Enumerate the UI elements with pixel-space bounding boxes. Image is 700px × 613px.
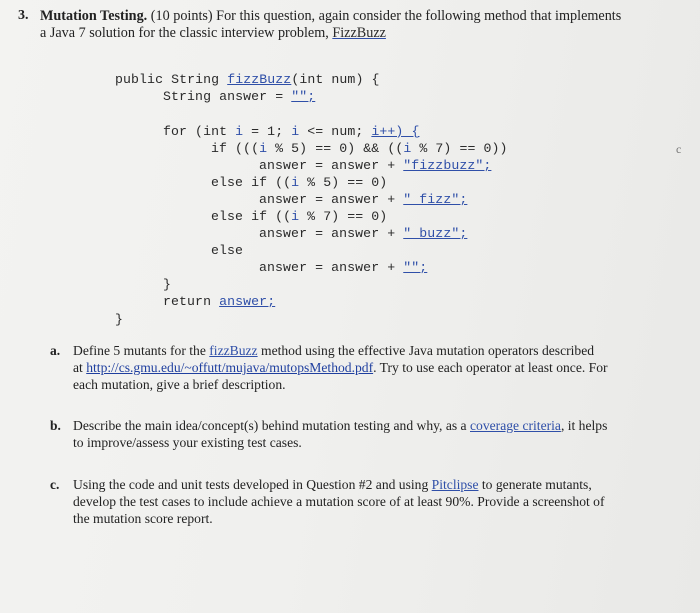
code-line-decl <box>163 89 315 104</box>
code-token: answer = answer + <box>259 158 404 173</box>
question-line-2 <box>40 25 386 42</box>
code-line-else: else <box>211 243 244 258</box>
code-token: % 7) == 0)) <box>411 141 508 156</box>
code-line-ans4 <box>259 260 427 275</box>
code-token: if ((( <box>211 141 260 156</box>
code-handwritten: i <box>291 209 300 224</box>
code-line-close-for: } <box>163 277 172 292</box>
part-a-line-2 <box>73 359 608 376</box>
part-c-label: c. <box>50 477 60 492</box>
part-b-label: b. <box>50 418 61 433</box>
code-handwritten: i <box>291 124 300 139</box>
code-handwritten: "fizzbuzz"; <box>403 158 492 173</box>
part-c-text: Using the code and unit tests developed in Question #2 and using <box>73 477 432 492</box>
code-handwritten: answer; <box>219 294 276 309</box>
part-c-line-3: the mutation score report. <box>73 511 213 526</box>
part-c-text: to generate mutants, <box>478 477 592 492</box>
code-line-signature <box>115 72 379 87</box>
part-b-text: Describe the main idea/concept(s) behind mutation testing and why, as a <box>73 418 470 433</box>
part-a-line-1 <box>73 342 594 359</box>
code-handwritten: i <box>291 175 300 190</box>
code-token: public String <box>115 72 228 87</box>
code-line-close-method: } <box>115 312 124 327</box>
part-c-line-2: develop the test cases to include achieve a mutation score of at least 90%. Provide a screenshot of <box>73 494 605 509</box>
mutation-operators-link[interactable]: http://cs.gmu.edu/~offutt/mujava/mutopsMethod.pdf <box>86 360 374 375</box>
code-handwritten: ""; <box>291 89 316 104</box>
coverage-criteria-term: coverage criteria <box>470 418 561 433</box>
code-token: else if (( <box>211 175 292 190</box>
code-handwritten: i++) { <box>371 124 420 139</box>
question-intro: (10 points) For this question, again consider the following method that implements <box>147 8 622 24</box>
code-token: % 5) == 0) <box>299 175 388 190</box>
code-handwritten: i <box>259 141 268 156</box>
code-method-name: fizzBuzz <box>227 72 292 87</box>
code-token: % 7) == 0) <box>299 209 388 224</box>
fizzbuzz-term: FizzBuzz <box>332 25 386 41</box>
part-a-line-3: each mutation, give a brief description. <box>73 377 286 392</box>
code-token: answer = answer + <box>259 260 404 275</box>
fizzbuzz-term: fizzBuzz <box>209 343 258 358</box>
code-line-if1 <box>211 141 508 156</box>
part-a-text: Define 5 mutants for the <box>73 343 210 358</box>
code-line-elseif2 <box>211 209 387 224</box>
part-b-text: , it helps <box>560 418 608 433</box>
code-handwritten: " fizz"; <box>403 192 468 207</box>
code-token: else if (( <box>211 209 292 224</box>
question-number: 3. <box>18 8 29 23</box>
part-b-line-2: to improve/assess your existing test cases. <box>73 435 302 450</box>
code-handwritten: i <box>235 124 244 139</box>
code-token: String answer = <box>163 89 292 104</box>
code-token: answer = answer + <box>259 226 404 241</box>
code-token: answer = answer + <box>259 192 404 207</box>
pitclipse-term: Pitclipse <box>431 477 479 492</box>
code-line-ans3 <box>259 226 467 241</box>
part-b-line-1 <box>73 417 607 434</box>
part-a-text: . Try to use each operator at least once. For <box>373 360 608 375</box>
code-line-ans2 <box>259 192 467 207</box>
code-line-elseif1 <box>211 175 387 190</box>
question-line-1 <box>40 8 621 25</box>
code-token: <= num; <box>299 124 372 139</box>
code-line-for <box>163 124 419 139</box>
code-line-return <box>163 294 275 309</box>
part-a-text: at <box>73 360 87 375</box>
code-token: for (int <box>163 124 236 139</box>
code-token: % 5) == 0) && (( <box>267 141 404 156</box>
part-a-label: a. <box>50 343 61 358</box>
question-intro-cont: a Java 7 solution for the classic interview problem, <box>40 25 333 41</box>
margin-mark: c <box>676 142 682 156</box>
question-title: Mutation Testing. <box>40 8 148 24</box>
code-line-ans1 <box>259 158 491 173</box>
code-handwritten: i <box>403 141 412 156</box>
code-token: = 1; <box>243 124 292 139</box>
part-a-text: method using the effective Java mutation operators described <box>257 343 595 358</box>
code-token: return <box>163 294 220 309</box>
code-handwritten: " buzz"; <box>403 226 468 241</box>
code-token: (int num) { <box>291 72 380 87</box>
part-c-line-1 <box>73 476 592 493</box>
code-handwritten: ""; <box>403 260 428 275</box>
